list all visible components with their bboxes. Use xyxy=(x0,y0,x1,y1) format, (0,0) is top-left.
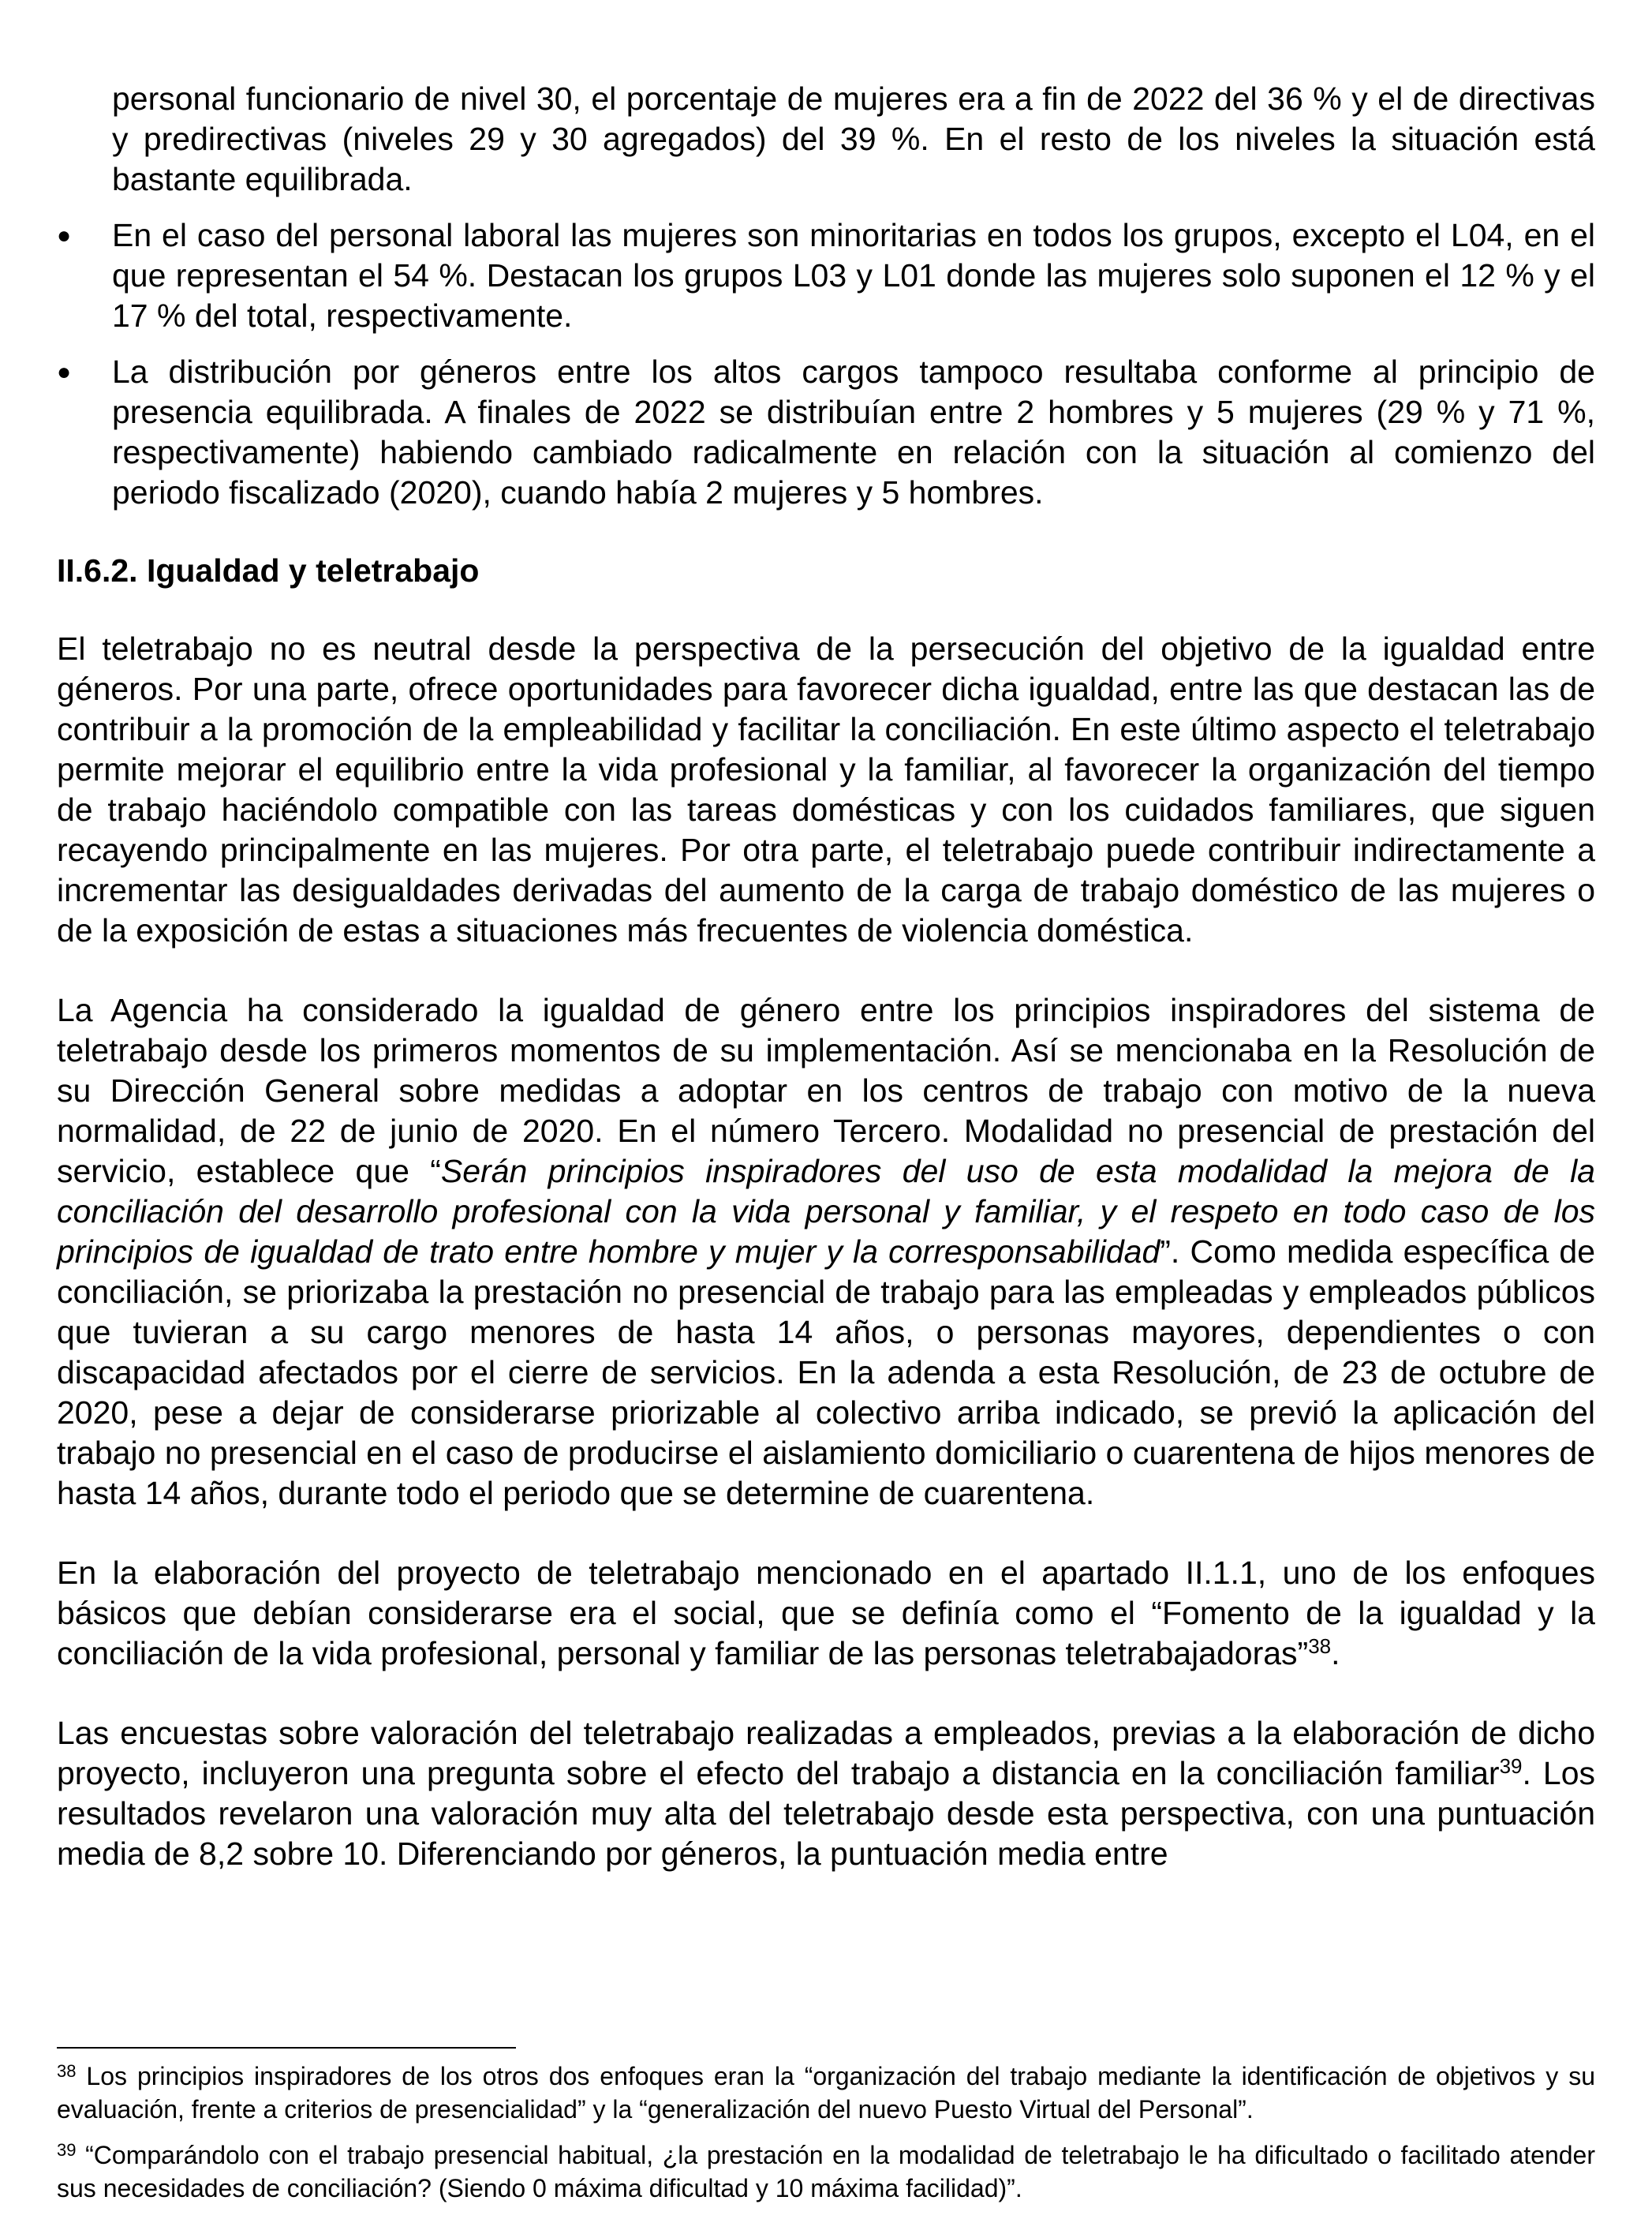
list-item xyxy=(57,352,1595,513)
document-page xyxy=(57,79,1595,1914)
paragraph-proyecto-teletrabajo xyxy=(57,1553,1595,1674)
bullet-icon: ● xyxy=(57,223,72,249)
paragraph-encuestas xyxy=(57,1713,1595,1874)
bullet-icon: ● xyxy=(57,359,72,385)
paragraph-text: . Los resultados revelaron una valoración muy alta del teletrabajo desde esta perspectiva, con una puntuación media de 8,2 sobre 10. Diferenciando por géneros, la puntuación media entre xyxy=(57,1755,1596,1872)
footnote-number: 38 xyxy=(57,2061,77,2081)
section-heading: II.6.2. Igualdad y teletrabajo xyxy=(57,552,480,589)
footnote-ref-39[interactable]: 39 xyxy=(1499,1754,1523,1778)
paragraph-teletrabajo-neutral: El teletrabajo no es neutral desde la perspectiva de la persecución del objetivo de la igualdad entre géneros. Por una parte, ofrece oportunidades para favorecer dicha igualdad, entre las que destacan las de contribuir a la promoción de la empleabilidad y facilitar la conciliación. En este último aspecto el teletrabajo permite mejorar el equilibrio entre la vida profesional y la familiar, al favorecer la organización del tiempo de trabajo haciéndolo compatible con las tareas domésticas y con los cuidados familiares, que siguen recayendo principalmente en las mujeres. Por otra parte, el teletrabajo puede contribuir indirectamente a incrementar las desigualdades derivadas del aumento de la carga de trabajo doméstico de las mujeres o de la exposición de estas a situaciones más frecuentes de violencia doméstica. xyxy=(57,631,1595,949)
footnote-39 xyxy=(57,2140,1595,2203)
intro-continuation-paragraph: personal funcionario de nivel 30, el porcentaje de mujeres era a fin de 2022 del 36 % y el de directivas y predirectivas (niveles 29 y 30 agregados) del 39 %. En el resto de los niveles la situación está bastante equilibrada. xyxy=(112,80,1595,197)
list-item xyxy=(57,215,1595,336)
footnote-separator xyxy=(57,2047,516,2049)
quoted-resolution-text: Serán principios inspiradores del uso de esta modalidad la mejora de la conciliación del desarrollo profesional con la vida personal y familiar, y el respeto en todo caso de los principios de igualdad de trato entre hombre y mujer y la corresponsabilidad xyxy=(57,1153,1595,1270)
bullet-list xyxy=(57,215,1595,513)
footnote-ref-38[interactable]: 38 xyxy=(1308,1634,1332,1658)
paragraph-text: La Agencia ha considerado la igualdad de género entre los principios inspiradores del sistema de teletrabajo desde los primeros momentos de su implementación. Así se mencionaba en la Resolución de su Dirección General sobre medidas a adoptar en los centros de trabajo con motivo de la nueva normalidad, de 22 de junio de 2020. En el número Tercero. Modalidad no presencial de prestación del servicio, establece que “ xyxy=(57,992,1595,1189)
paragraph-end: . xyxy=(1331,1635,1340,1671)
footnote-text: “Comparándolo con el trabajo presencial habitual, ¿la prestación en la modalidad de teletrabajo le ha dificultado o facilitado atender sus necesidades de conciliación? (Siendo 0 máxima dificultad y 10 máxima facilidad)”. xyxy=(57,2141,1595,2202)
bullet-text: La distribución por géneros entre los altos cargos tampoco resultaba conforme al principio de presencia equilibrada. A finales de 2022 se distribuían entre 2 hombres y 5 mujeres (29 % y 71 %, respectivamente) habiendo cambiado radicalmente en relación con la situación al comienzo del periodo fiscalizado (2020), cuando había 2 mujeres y 5 hombres. xyxy=(112,354,1595,511)
paragraph-agencia-igualdad xyxy=(57,990,1595,1514)
footnote-38 xyxy=(57,2061,1595,2124)
paragraph-text: En la elaboración del proyecto de teletrabajo mencionado en el apartado II.1.1, uno de los enfoques básicos que debían considerarse era el social, que se definía como el “Fomento de la igualdad y la conciliación de la vida profesional, personal y familiar de las personas teletrabajadoras” xyxy=(57,1555,1595,1671)
footnotes xyxy=(57,2061,1595,2219)
paragraph-text: Las encuestas sobre valoración del teletrabajo realizadas a empleados, previas a la elaboración de dicho proyecto, incluyeron una pregunta sobre el efecto del trabajo a distancia en la conciliación familiar xyxy=(57,1715,1595,1791)
footnote-text: Los principios inspiradores de los otros dos enfoques eran la “organización del trabajo mediante la identificación de objetivos y su evaluación, frente a criterios de presencialidad” y la “generalización del nuevo Puesto Virtual del Personal”. xyxy=(57,2062,1595,2124)
paragraph-text: ”. Como medida específica de conciliación, se priorizaba la prestación no presencial de trabajo para las empleadas y empleados públicos que tuvieran a su cargo menores de hasta 14 años, o personas mayores, dependientes o con discapacidad afectados por el cierre de servicios. En la adenda a esta Resolución, de 23 de octubre de 2020, pese a dejar de considerarse priorizable al colectivo arriba indicado, se previó la aplicación del trabajo no presencial en el caso de producirse el aislamiento domiciliario o cuarentena de hijos menores de hasta 14 años, durante todo el periodo que se determine de cuarentena. xyxy=(57,1233,1596,1511)
bullet-text: En el caso del personal laboral las mujeres son minoritarias en todos los grupos, excepto el L04, en el que representan el 54 %. Destacan los grupos L03 y L01 donde las mujeres solo suponen el 12 % y el 17 % del total, respectivamente. xyxy=(112,217,1595,334)
footnote-number: 39 xyxy=(57,2140,77,2160)
